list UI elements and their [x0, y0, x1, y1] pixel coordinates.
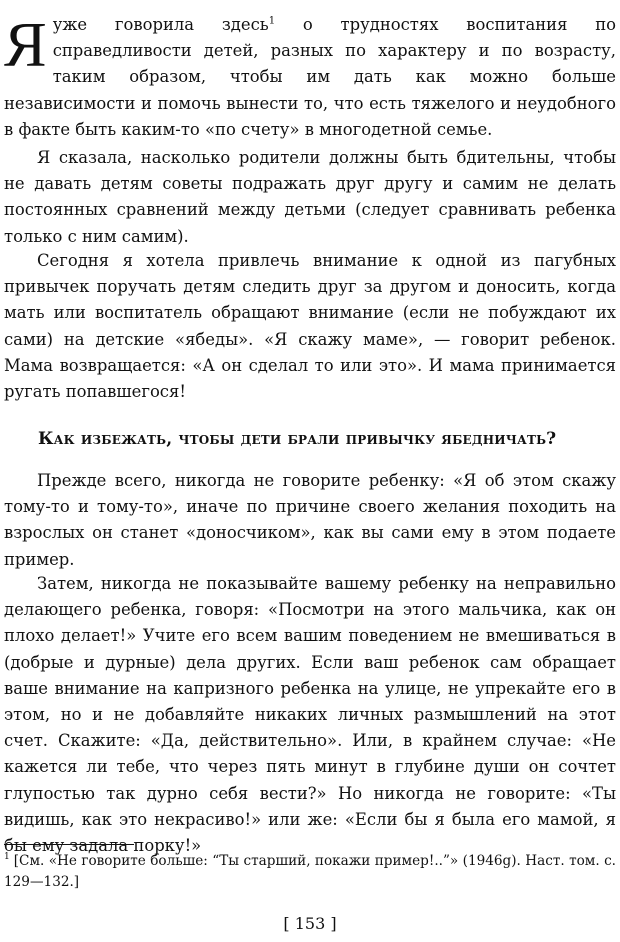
paragraph-5: Затем, никогда не показывайте вашему ребенку на неправильно делающего ребенка, говоря: «Посмотри на этого мальчика, как он плохо делает!» Учите его всем вашим поведением не вмешиваться в (добрые и дурные) дела других. Если ваш ребенок сам обращает ваше внимание на капризного ребенка на улице, не упрекайте его в этом, но и не добавляйте никаких личных размышлений на этот счет. Скажите: «Да, действительно». Или, в крайнем случае: «Не кажется ли тебе, что через пять минут в глубине души он сочтет глупостью так дурно себя вести?» Но никогда не говорите: «Ты видишь, как это некрасиво!» или же: «Если бы я была его мамой, я бы ему задала порку!» [4, 574, 616, 856]
section-heading: Как избежать, чтобы дети брали привычку ябедничать? [38, 429, 557, 449]
footnote-reference[interactable]: 1 [268, 15, 276, 27]
page-number: [ 153 ] [283, 914, 337, 933]
footnote [4, 851, 616, 893]
paragraph-1 [4, 9, 616, 143]
paragraph-3: Сегодня я хотела привлечь внимание к одной из пагубных привычек поручать детям следить друг за другом и доносить, когда мать или воспитатель обращают внимание (если не побуждают их сами) на детские «ябеды». «Я скажу маме», — говорит ребенок. Мама возвращается: «А он сделал то или это». И мама принимается ругать попавшегося! [4, 251, 616, 402]
paragraph-2: Я сказала, насколько родители должны быть бдительны, чтобы не давать детям советы подражать друг другу и самим не делать постоянных сравнений между детьми (следует сравнивать ребенка только с ним самим). [4, 148, 616, 246]
footnote-mark: 1 [4, 852, 10, 863]
footnote-divider [4, 844, 134, 845]
paragraph-4: Прежде всего, никогда не говорите ребенку: «Я об этом скажу тому-то и тому-то», иначе по причине своего желания походить на взрослых он станет «доносчиком», как вы сами ему в этом подаете пример. [4, 471, 616, 569]
footnote-text: [См. «Не говорите больше: “Ты старший, покажи пример!..”» (1946g). Наст. том. с. 129—132.] [4, 853, 616, 890]
paragraph-1-text-start: уже говорила здесь [52, 15, 269, 34]
paragraph-1-text-end: о трудностях воспитания по справедливости детей, разных по характеру и по возрасту, таким образом, чтобы им дать как можно больше независимости и помочь вынести то, что есть тяжелого и неудобного в факте быть каким-то «по счету» в многодетной семье. [4, 15, 616, 139]
drop-cap: Я [4, 9, 47, 80]
